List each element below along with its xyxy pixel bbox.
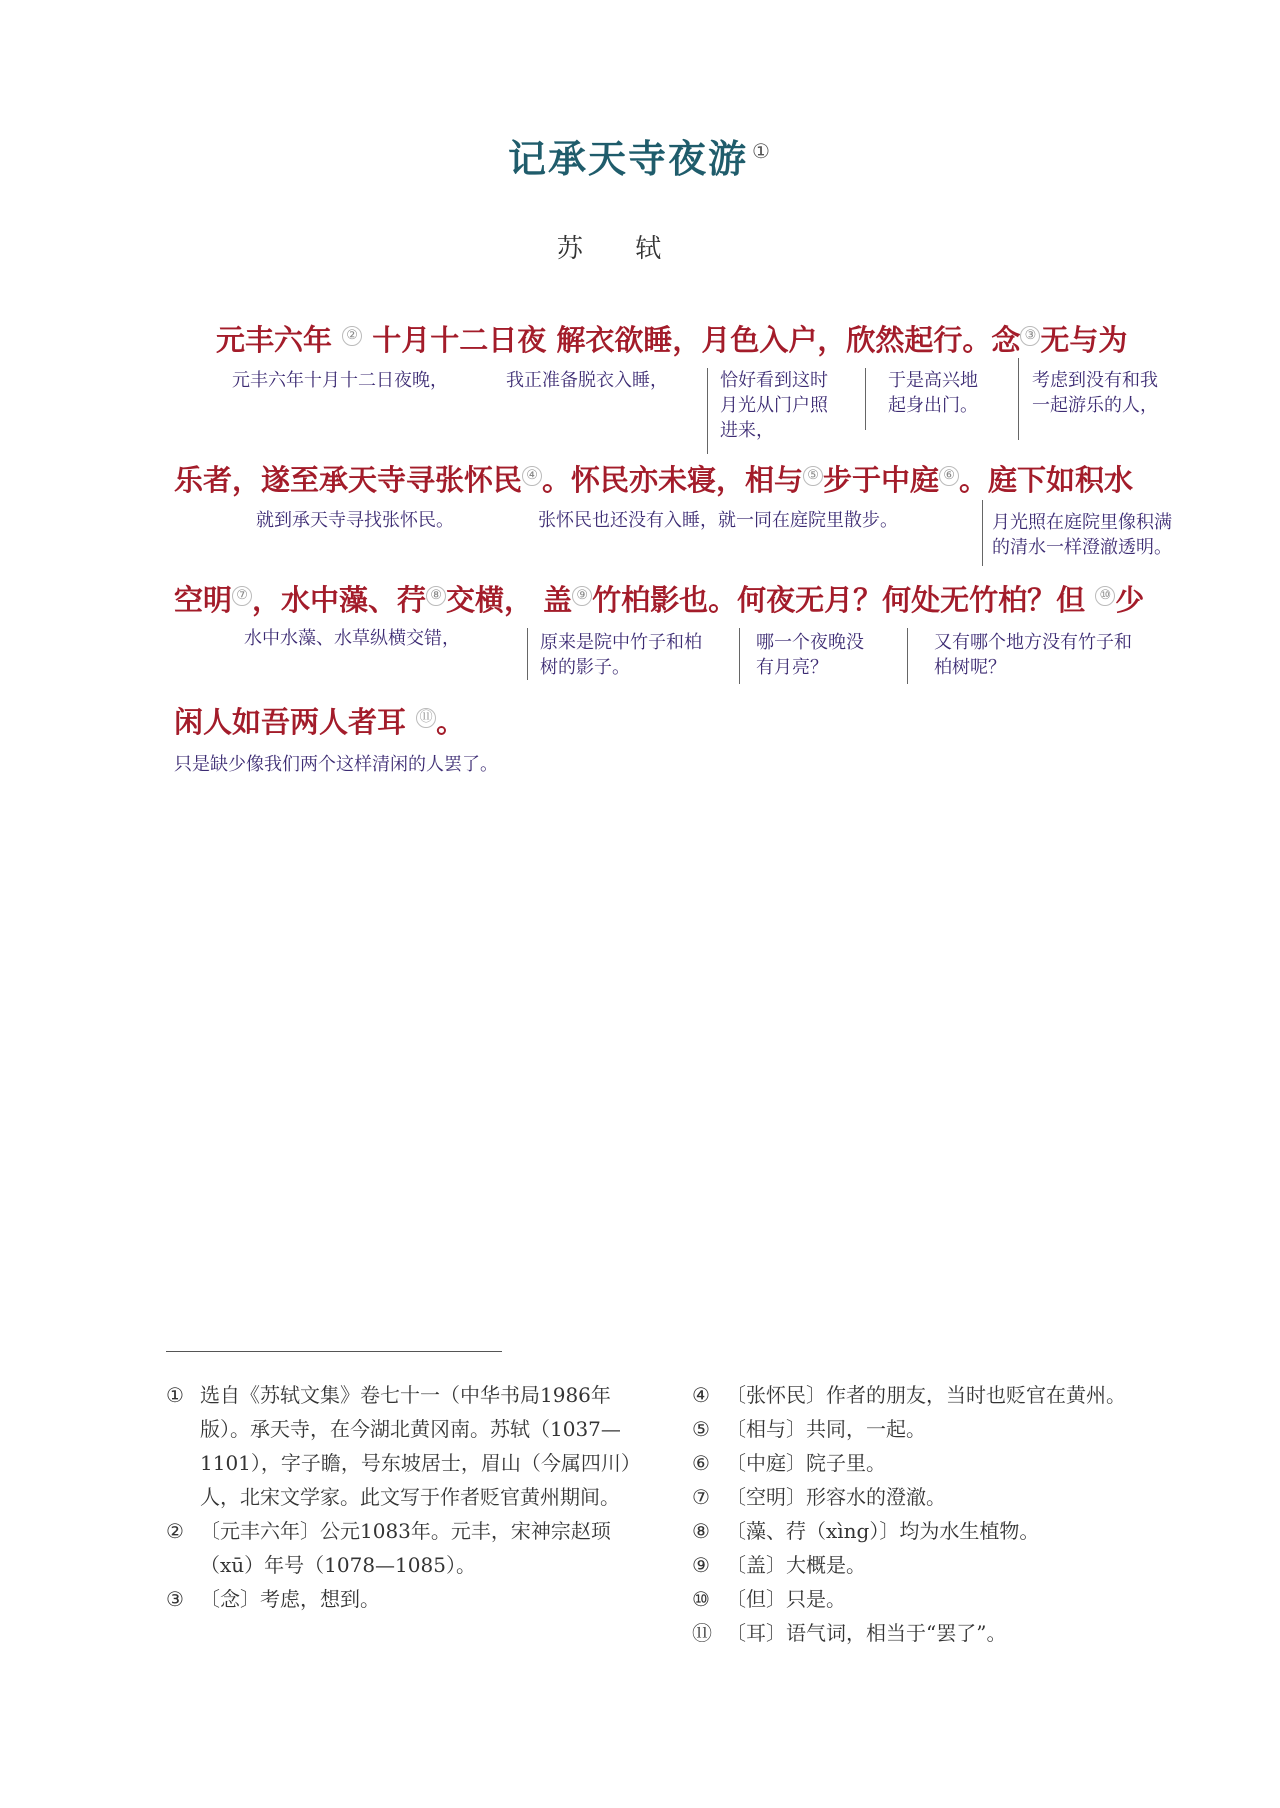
title-footnote-mark[interactable]: ① [752, 139, 772, 164]
footnote-number: ③ [166, 1587, 184, 1611]
footnote-mark[interactable]: ⑦ [232, 586, 252, 606]
translation-line: 月光照在庭院里像积满 [992, 512, 1172, 533]
footnote-number: ④ [692, 1383, 710, 1407]
translation-line: 又有哪个地方没有竹子和 [934, 632, 1132, 653]
footnote-item [692, 1548, 1252, 1582]
footnote-item [166, 1514, 642, 1582]
footnote-mark[interactable]: ⑪ [416, 708, 436, 728]
author-name: 苏 轼 [556, 234, 684, 264]
original-segment: 。怀民亦未寝，相与 [542, 463, 804, 497]
footnote-number: ⑦ [692, 1485, 710, 1509]
original-segment: 无与为 [1040, 323, 1128, 357]
original-segment: 闲人如吾两人者耳 [174, 705, 407, 739]
footnote-mark[interactable]: ⑤ [803, 466, 823, 486]
footnote-mark[interactable]: ⑩ [1095, 586, 1115, 606]
original-segment: 念 [991, 323, 1021, 357]
translation-block [1032, 368, 1158, 418]
divider [907, 628, 908, 684]
translation-text: 元丰六年十月十二日夜晚， [232, 370, 448, 391]
translation-block [934, 630, 1132, 680]
translation-text: 水中水藻、水草纵横交错， [244, 628, 460, 649]
footnote-text: 〔盖〕大概是。 [726, 1553, 866, 1577]
original-segment: 。 [436, 705, 466, 739]
translation-line: 柏树呢？ [934, 657, 1006, 678]
footnote-text: 〔空明〕形容水的澄澈。 [726, 1485, 946, 1509]
translation-line: 哪一个夜晚没 [756, 632, 864, 653]
divider [982, 500, 983, 566]
footnotes-right [692, 1378, 1252, 1650]
footnote-mark[interactable]: ② [342, 326, 362, 346]
footnote-number: ⑪ [692, 1621, 712, 1645]
translation-block [756, 630, 864, 680]
footnote-item [692, 1480, 1252, 1514]
original-segment: ，水中藻、荇 [252, 583, 427, 617]
footnote-text: 选自《苏轼文集》卷七十一（中华书局1986年版）。承天寺，在今湖北黄冈南。苏轼（1037—1101），字子瞻，号东坡居士，眉山（今属四川）人，北宋文学家。此文写于作者贬官黄州期间。 [200, 1383, 641, 1509]
original-segment: 少 [1115, 583, 1145, 617]
translation-block [888, 368, 978, 418]
footnote-item [692, 1378, 1252, 1412]
footnote-text: 〔藻、荇（xìng）〕均为水生植物。 [726, 1519, 1040, 1543]
translation-line: 月光从门户照 [720, 395, 828, 416]
translation-block [992, 510, 1172, 560]
original-segment: 。庭下如积水 [959, 463, 1134, 497]
divider [527, 628, 528, 680]
translation-text: 就到承天寺寻找张怀民。 [256, 510, 454, 531]
divider [707, 368, 708, 454]
translation-line: 于是高兴地 [888, 370, 978, 391]
translation-block [540, 630, 702, 680]
footnote-item [166, 1582, 642, 1616]
footnote-number: ⑥ [692, 1451, 710, 1475]
footnote-mark[interactable]: ③ [1020, 326, 1040, 346]
original-line-1 [216, 318, 1127, 359]
footnote-text: 〔中庭〕院子里。 [726, 1451, 886, 1475]
footnote-mark[interactable]: ④ [522, 466, 542, 486]
footnote-item [692, 1446, 1252, 1480]
translation-line: 恰好看到这时 [720, 370, 828, 391]
footnote-mark[interactable]: ⑨ [572, 586, 592, 606]
footnote-number: ⑧ [692, 1519, 710, 1543]
translation-line: 原来是院中竹子和柏 [540, 632, 702, 653]
footnote-text: 〔但〕只是。 [726, 1587, 846, 1611]
footnote-divider [166, 1351, 502, 1352]
footnote-text: 〔张怀民〕作者的朋友，当时也贬官在黄州。 [726, 1383, 1126, 1407]
original-segment: 盖 [543, 583, 573, 617]
translation-line: 有月亮？ [756, 657, 828, 678]
footnote-item [166, 1378, 642, 1514]
original-segment: 交横， [446, 583, 534, 617]
translation-line: 起身出门。 [888, 395, 978, 416]
footnote-item [692, 1412, 1252, 1446]
original-segment: 步于中庭 [823, 463, 940, 497]
footnote-text: 〔耳〕语气词，相当于“罢了”。 [726, 1621, 1007, 1645]
footnote-text: 〔元丰六年〕公元1083年。元丰，宋神宗赵顼（xū）年号（1078—1085）。 [200, 1519, 611, 1577]
footnote-mark[interactable]: ⑧ [426, 586, 446, 606]
translation-line: 的清水一样澄澈透明。 [992, 537, 1172, 558]
footnotes-left [166, 1378, 642, 1616]
footnote-number: ⑩ [692, 1587, 710, 1611]
page-title [0, 128, 1280, 183]
footnote-number: ⑤ [692, 1417, 710, 1441]
original-line-3 [174, 578, 1144, 619]
original-line-4 [174, 700, 465, 741]
footnote-number: ② [166, 1519, 184, 1543]
translation-line: 树的影子。 [540, 657, 630, 678]
translation-line: 进来， [720, 420, 774, 441]
original-line-2 [174, 458, 1133, 499]
divider [865, 368, 866, 430]
translation-line: 考虑到没有和我 [1032, 370, 1158, 391]
footnote-number: ① [166, 1383, 184, 1407]
footnote-item [692, 1514, 1252, 1548]
original-segment: 空明 [174, 583, 233, 617]
footnote-number: ⑨ [692, 1553, 710, 1577]
footnote-text: 〔念〕考虑，想到。 [200, 1587, 380, 1611]
original-segment: 十月十二日夜 [372, 323, 547, 357]
footnote-mark[interactable]: ⑥ [939, 466, 959, 486]
footnote-item [692, 1616, 1252, 1650]
divider [1018, 358, 1019, 440]
title-text: 记承天寺夜游 [508, 136, 749, 181]
translation-text: 张怀民也还没有入睡，就一同在庭院里散步。 [538, 510, 898, 531]
original-segment: 元丰六年 [216, 323, 333, 357]
footnote-text: 〔相与〕共同，一起。 [726, 1417, 926, 1441]
translation-line: 一起游乐的人， [1032, 395, 1158, 416]
translation-text: 只是缺少像我们两个这样清闲的人罢了。 [174, 754, 498, 775]
original-segment: 解衣欲睡，月色入户，欣然起行。 [556, 323, 992, 357]
original-segment: 竹柏影也。何夜无月？何处无竹柏？但 [592, 583, 1086, 617]
divider [739, 628, 740, 684]
footnote-item [692, 1582, 1252, 1616]
original-segment: 乐者，遂至承天寺寻张怀民 [174, 463, 523, 497]
translation-text: 我正准备脱衣入睡， [506, 370, 668, 391]
translation-block [720, 368, 828, 443]
